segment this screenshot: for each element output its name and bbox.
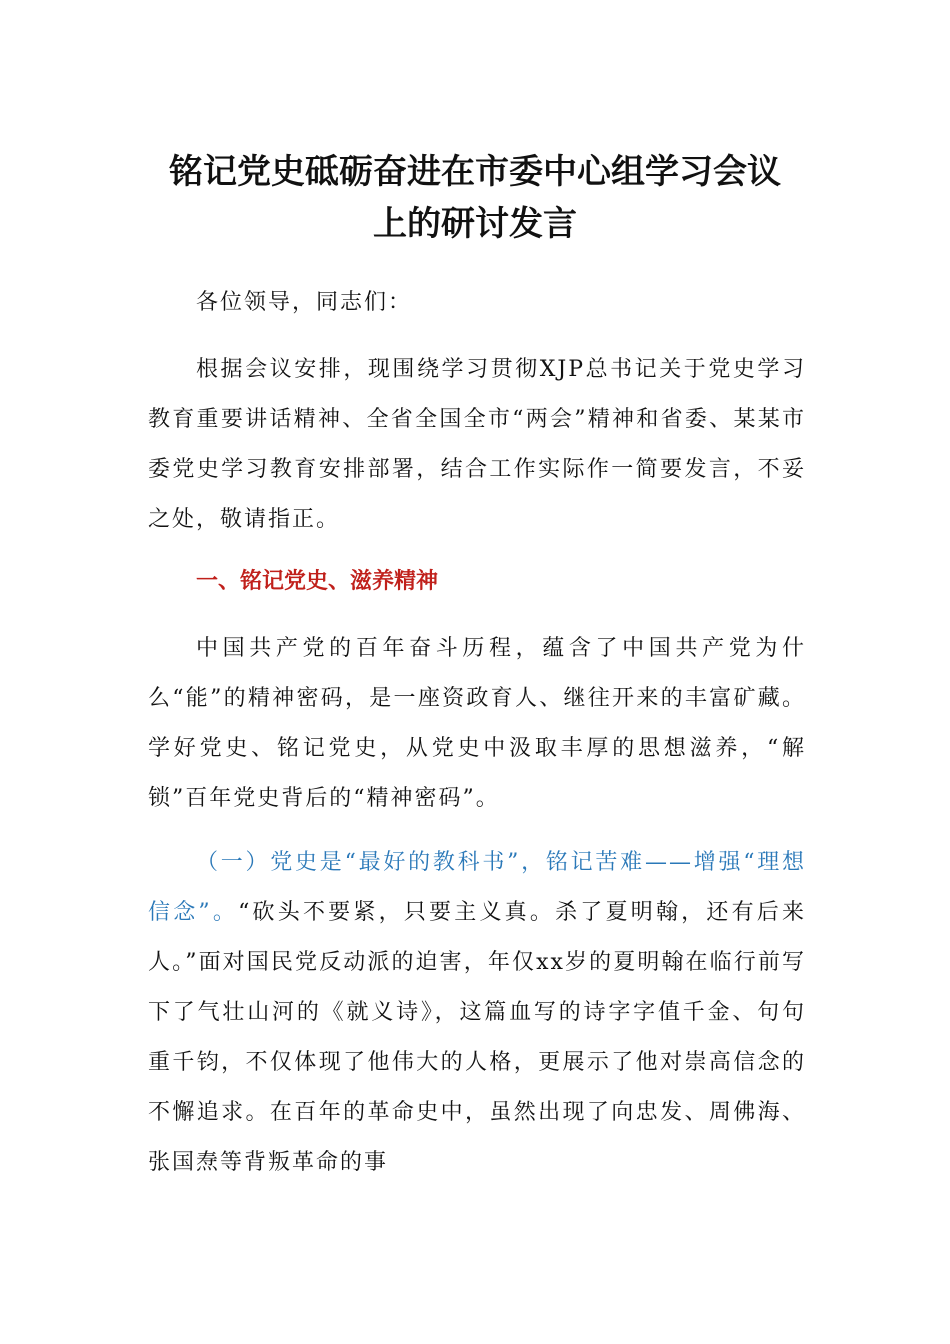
- subsection-1-body: “砍头不要紧，只要主义真。杀了夏明翰，还有后来人。”面对国民党反动派的迫害，年仅xx岁的夏明翰在临行前写下了气壮山河的《就义诗》，这篇血写的诗字字值千金、句句重千钧，不仅体现了他伟大的人格，更展示了他对崇高信念的不懈追求。在百年的革命史中，虽然出现了向忠发、周佛海、张国焘等背叛革命的事: [148, 900, 806, 1175]
- document-title: [130, 146, 820, 250]
- title-line-2: 上的研讨发言: [373, 204, 577, 244]
- subsection-1-paragraph: [148, 838, 806, 1188]
- title-line-1: 铭记党史砥砺奋进在市委中心组学习会议: [169, 152, 781, 192]
- greeting: 各位领导，同志们：: [196, 290, 413, 315]
- section-heading-1: 一、铭记党史、滋养精神: [196, 569, 439, 594]
- section-1-paragraph: 中国共产党的百年奋斗历程，蕴含了中国共产党为什么“能”的精神密码，是一座资政育人、继往开来的丰富矿藏。学好党史、铭记党史，从党史中汲取丰厚的思想滋养，“解锁”百年党史背后的“精神密码”。: [148, 636, 806, 811]
- subsection-heading-1: （一）党史是“最好的教科书”，铭记苦难——增强“理想信念”。: [148, 850, 806, 925]
- intro-paragraph: 根据会议安排，现围绕学习贯彻XJP总书记关于党史学习教育重要讲话精神、全省全国全市“两会”精神和省委、某某市委党史学习教育安排部署，结合工作实际作一简要发言，不妥之处，敬请指正。: [148, 357, 806, 532]
